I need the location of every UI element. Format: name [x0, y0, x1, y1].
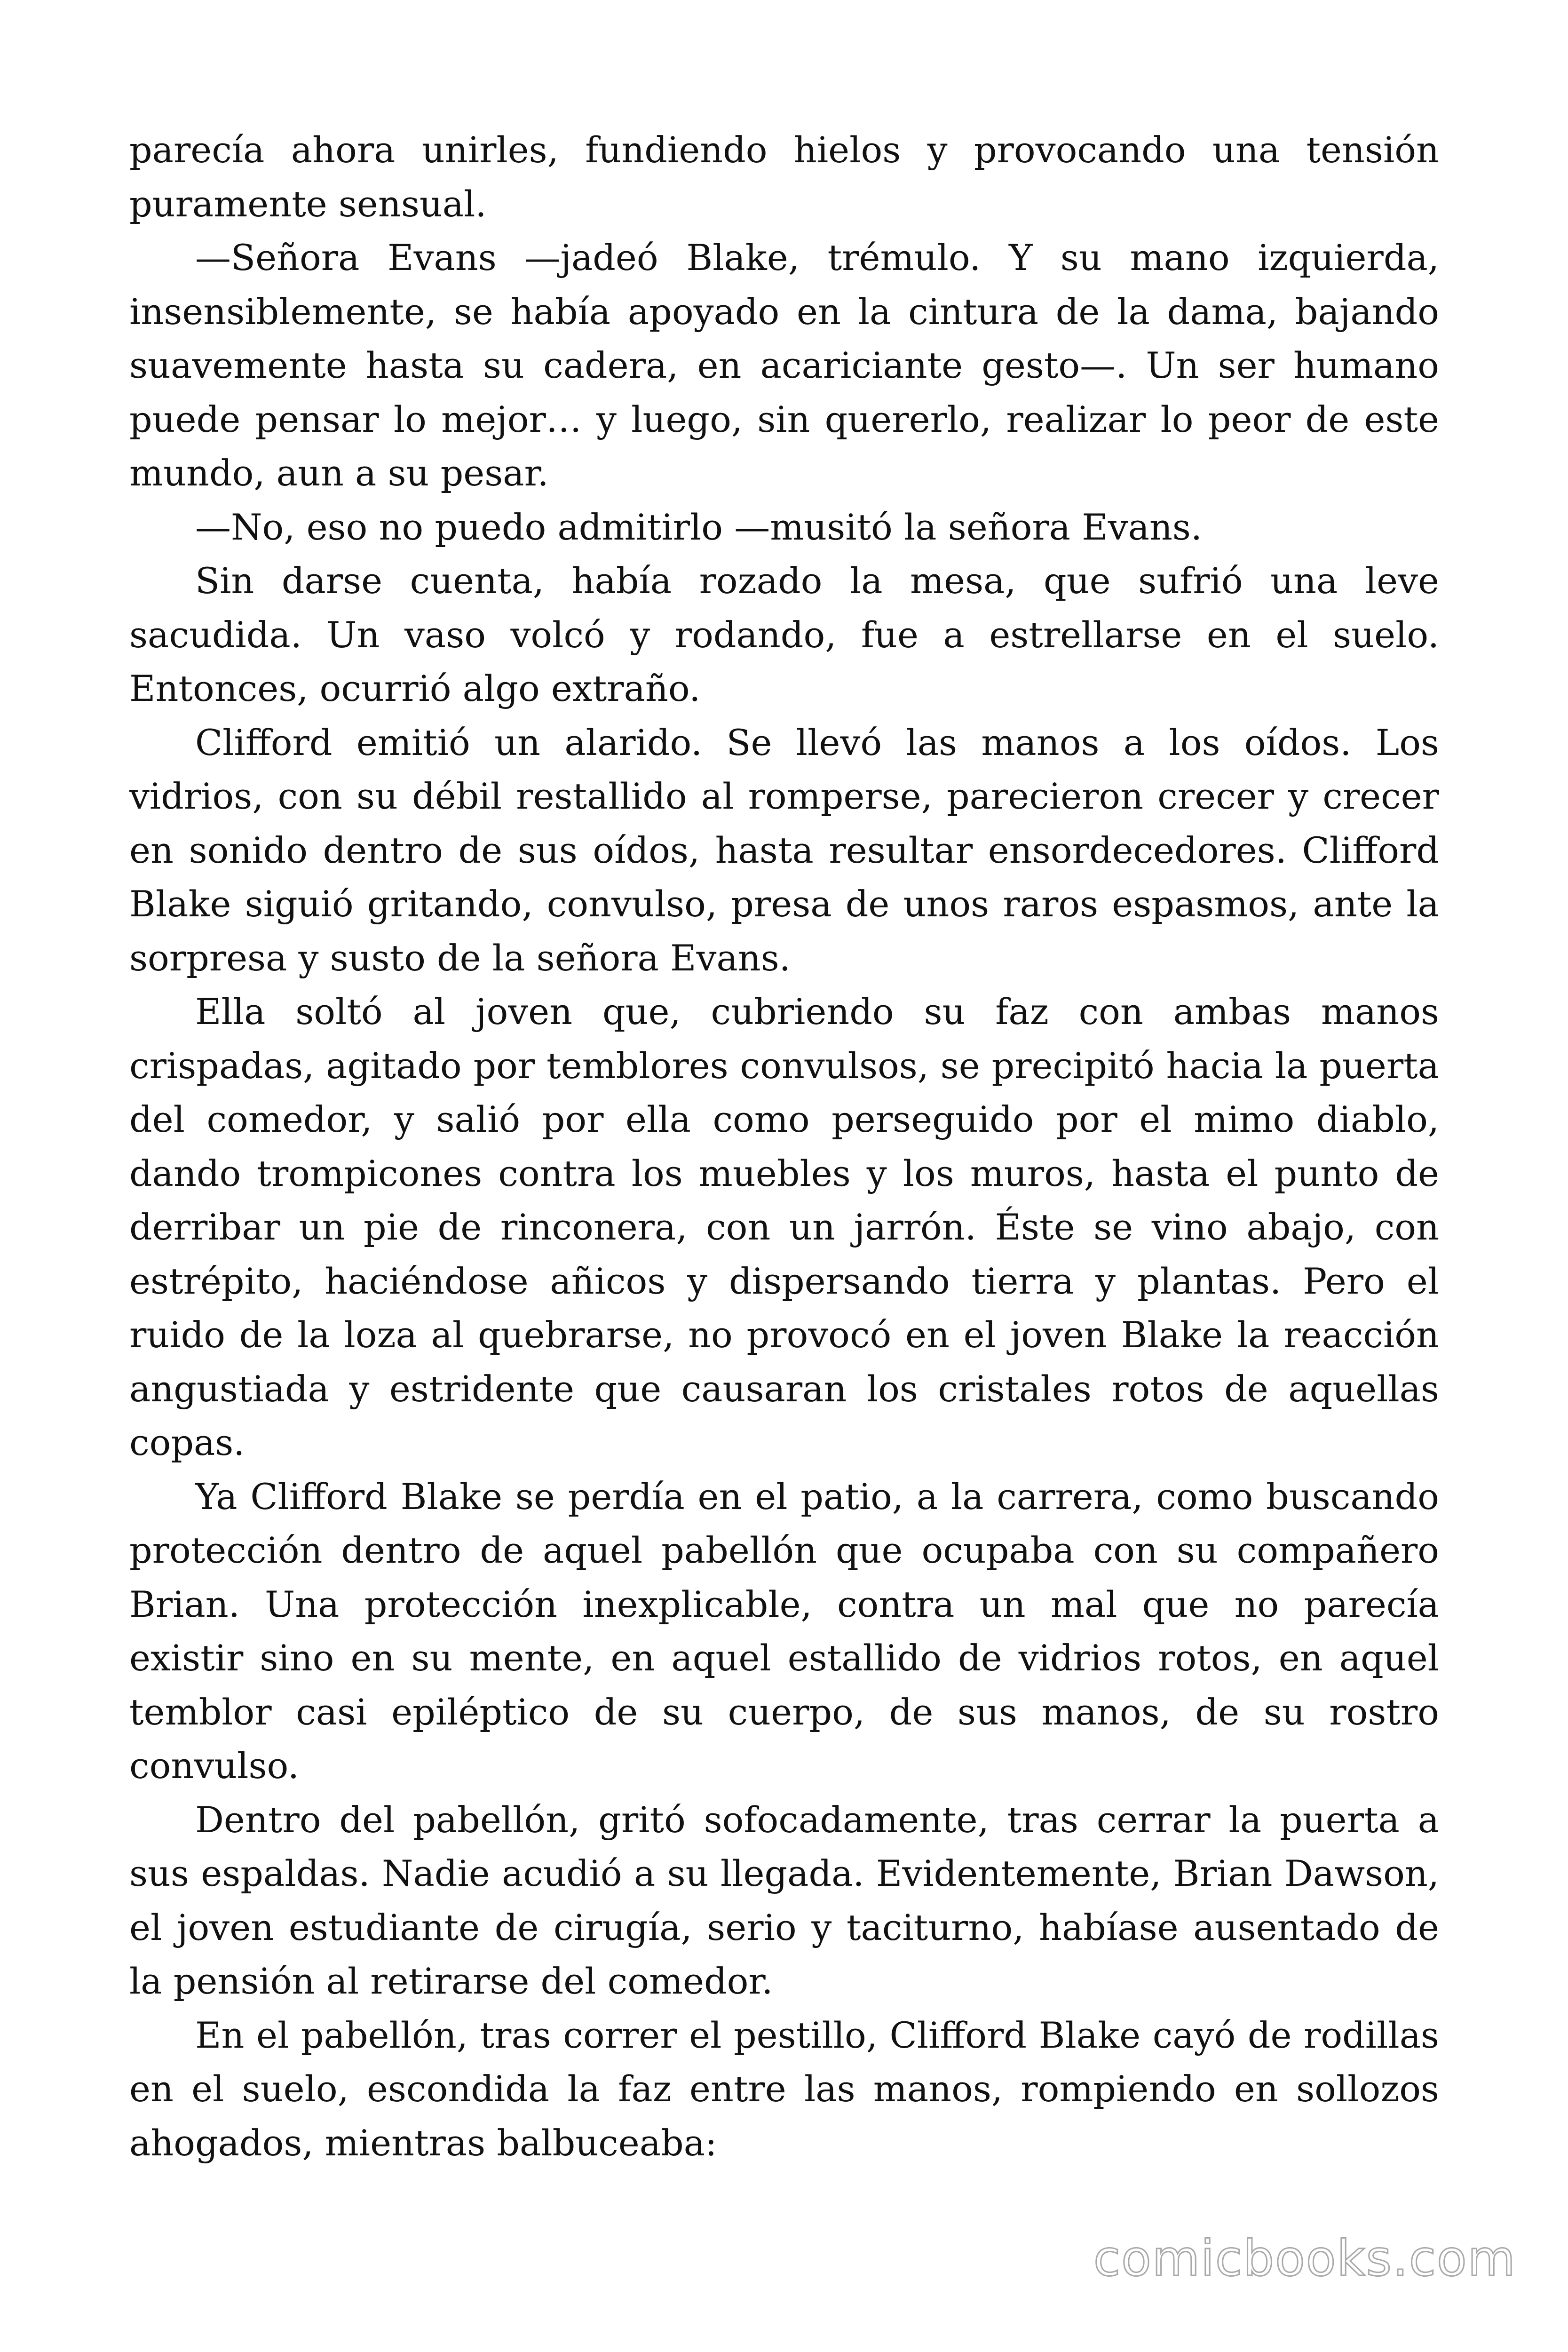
paragraph-1: parecía ahora unirles, fundiendo hielos y provocando una tensión puramente sensual. — [129, 129, 1439, 225]
paragraph-7: Ya Clifford Blake se perdía en el patio, a la carrera, como buscando protección dentro de aquel pabellón que ocupaba con su compañero Brian. Una protección inexplicable, contra un mal que no parecía existir sino en su mente, en aquel estallido de vidrios rotos, en aquel temblor casi epiléptico de su cuerpo, de sus manos, de su rostro convulso. — [129, 1475, 1439, 1787]
paragraph-4: Sin darse cuenta, había rozado la mesa, que sufrió una leve sacudida. Un vaso volcó y rodando, fue a estrellarse en el suelo. Entonces, ocurrió algo extraño. — [129, 560, 1439, 709]
paragraph-3: —No, eso no puedo admitirlo —musitó la señora Evans. — [195, 506, 1203, 548]
body-text — [129, 123, 1439, 2170]
watermark: comicbooks.com — [1093, 2230, 1516, 2287]
paragraph-6: Ella soltó al joven que, cubriendo su faz con ambas manos crispadas, agitado por temblores convulsos, se precipitó hacia la puerta del comedor, y salió por ella como perseguido por el mimo diablo, dando trompicones contra los muebles y los muros, hasta el punto de derribar un pie de rinconera, con un jarrón. Éste se vino abajo, con estrépito, haciéndose añicos y dispersando tierra y plantas. Pero el ruido de la loza al quebrarse, no provocó en el joven Blake la reacción angustiada y estridente que causaran los cristales rotos de aquellas copas. — [129, 991, 1439, 1463]
paragraph-9: En el pabellón, tras correr el pestillo, Clifford Blake cayó de rodillas en el suelo, escondida la faz entre las manos, rompiendo en sollozos ahogados, mientras balbuceaba: — [129, 2014, 1439, 2164]
paragraph-5: Clifford emitió un alarido. Se llevó las manos a los oídos. Los vidrios, con su débil restallido al romperse, parecieron crecer y crecer en sonido dentro de sus oídos, hasta resultar ensordecedores. Clifford Blake siguió gritando, convulso, presa de unos raros espasmos, ante la sorpresa y susto de la señora Evans. — [129, 721, 1439, 979]
paragraph-8: Dentro del pabellón, gritó sofocadamente, tras cerrar la puerta a sus espaldas. Nadie acudió a su llegada. Evidentemente, Brian Dawson, el joven estudiante de cirugía, serio y taciturno, habíase ausentado de la pensión al retirarse del comedor. — [129, 1798, 1439, 2002]
paragraph-2: —Señora Evans —jadeó Blake, trémulo. Y su mano izquierda, insensiblemente, se había apoyado en la cintura de la dama, bajando suavemente hasta su cadera, en acariciante gesto—. Un ser humano puede pensar lo mejor… y luego, sin quererlo, realizar lo peor de este mundo, aun a su pesar. — [129, 237, 1439, 494]
